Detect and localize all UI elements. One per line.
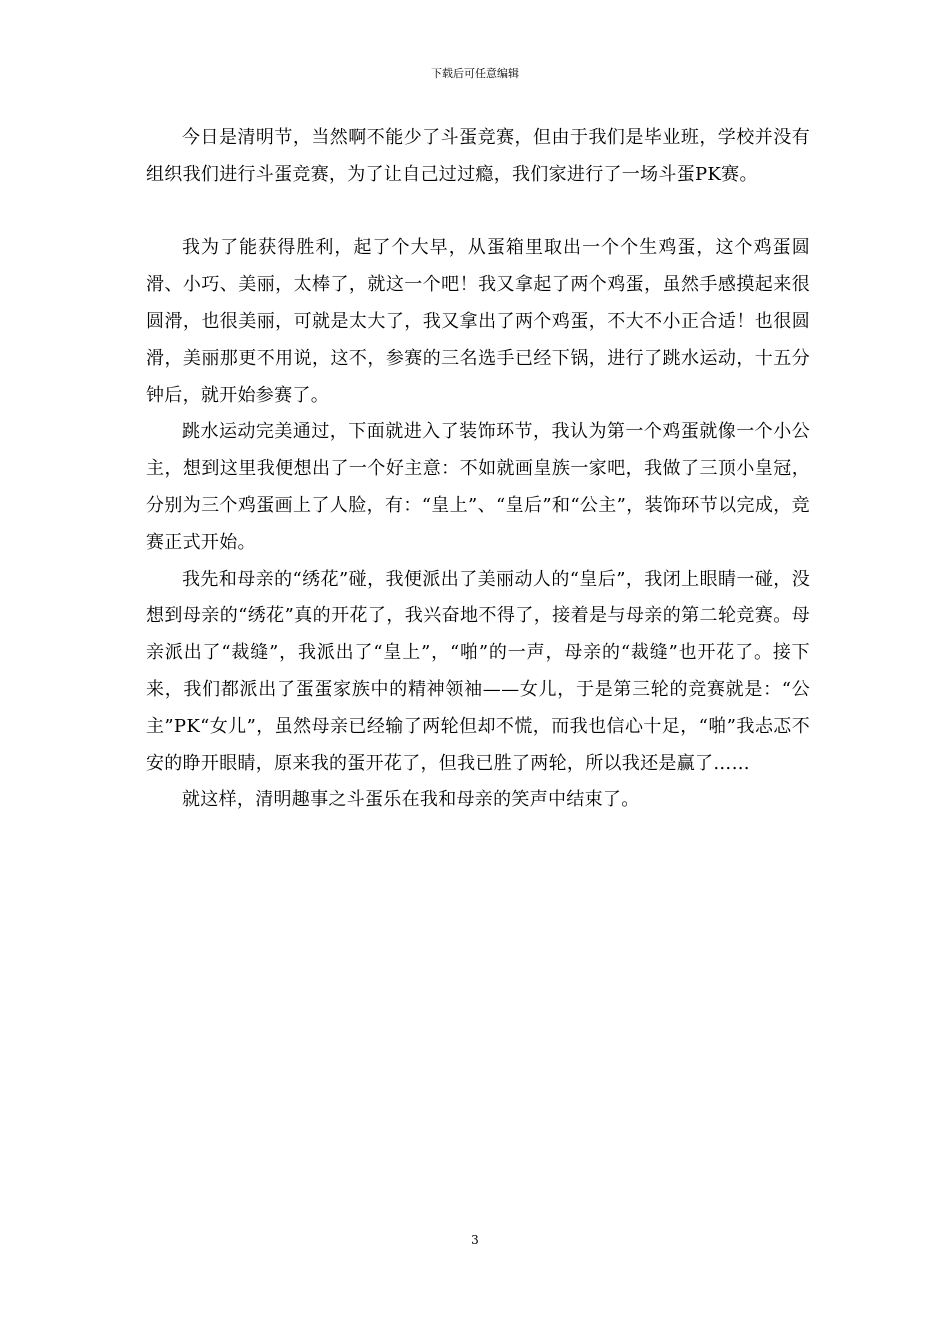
paragraph-intro: 今日是清明节，当然啊不能少了斗蛋竞赛，但由于我们是毕业班，学校并没有组织我们进行斗蛋竞赛，为了让自己过过瘾，我们家进行了一场斗蛋PK赛。 [146,127,810,185]
paragraph-ending: 就这样，清明趣事之斗蛋乐在我和母亲的笑声中结束了。 [182,789,640,811]
paragraph-contest: 我先和母亲的“绣花”碰，我便派出了美丽动人的“皇后”，我闭上眼睛一碰，没想到母亲的“绣花”真的开花了，我兴奋地不得了，接着是与母亲的第二轮竞赛。母亲派出了“裁缝”，我派出了“皇上”，“啪”的一声，母亲的“裁缝”也开花了。接下来，我们都派出了蛋蛋家族中的精神领袖——女儿，于是第三轮的竞赛就是：“公主”PK“女儿”，虽然母亲已经输了两轮但却不慌，而我也信心十足，“啪”我忐忑不安的睁开眼睛，原来我的蛋开花了，但我已胜了两轮，所以我还是赢了…… [146,568,810,774]
paragraph-choosing-eggs: 我为了能获得胜利，起了个大早，从蛋箱里取出一个个生鸡蛋，这个鸡蛋圆滑、小巧、美丽，太棒了，就这一个吧！我又拿起了两个鸡蛋，虽然手感摸起来很圆滑，也很美丽，可就是太大了，我又拿出了两个鸡蛋，不大不小正合适！也很圆滑，美丽那更不用说，这不，参赛的三名选手已经下锅，进行了跳水运动，十五分钟后，就开始参赛了。 [146,237,810,406]
page-number: 3 [471,1233,479,1247]
page-header: 下载后可任意编辑 [431,67,519,80]
paragraph-decoration: 跳水运动完美通过，下面就进入了装饰环节，我认为第一个鸡蛋就像一个小公主，想到这里我便想出了一个好主意：不如就画皇族一家吧，我做了三顶小皇冠，分别为三个鸡蛋画上了人脸，有：“皇上”、“皇后”和“公主”，装饰环节以完成，竞赛正式开始。 [146,421,810,553]
document-body [146,120,810,819]
